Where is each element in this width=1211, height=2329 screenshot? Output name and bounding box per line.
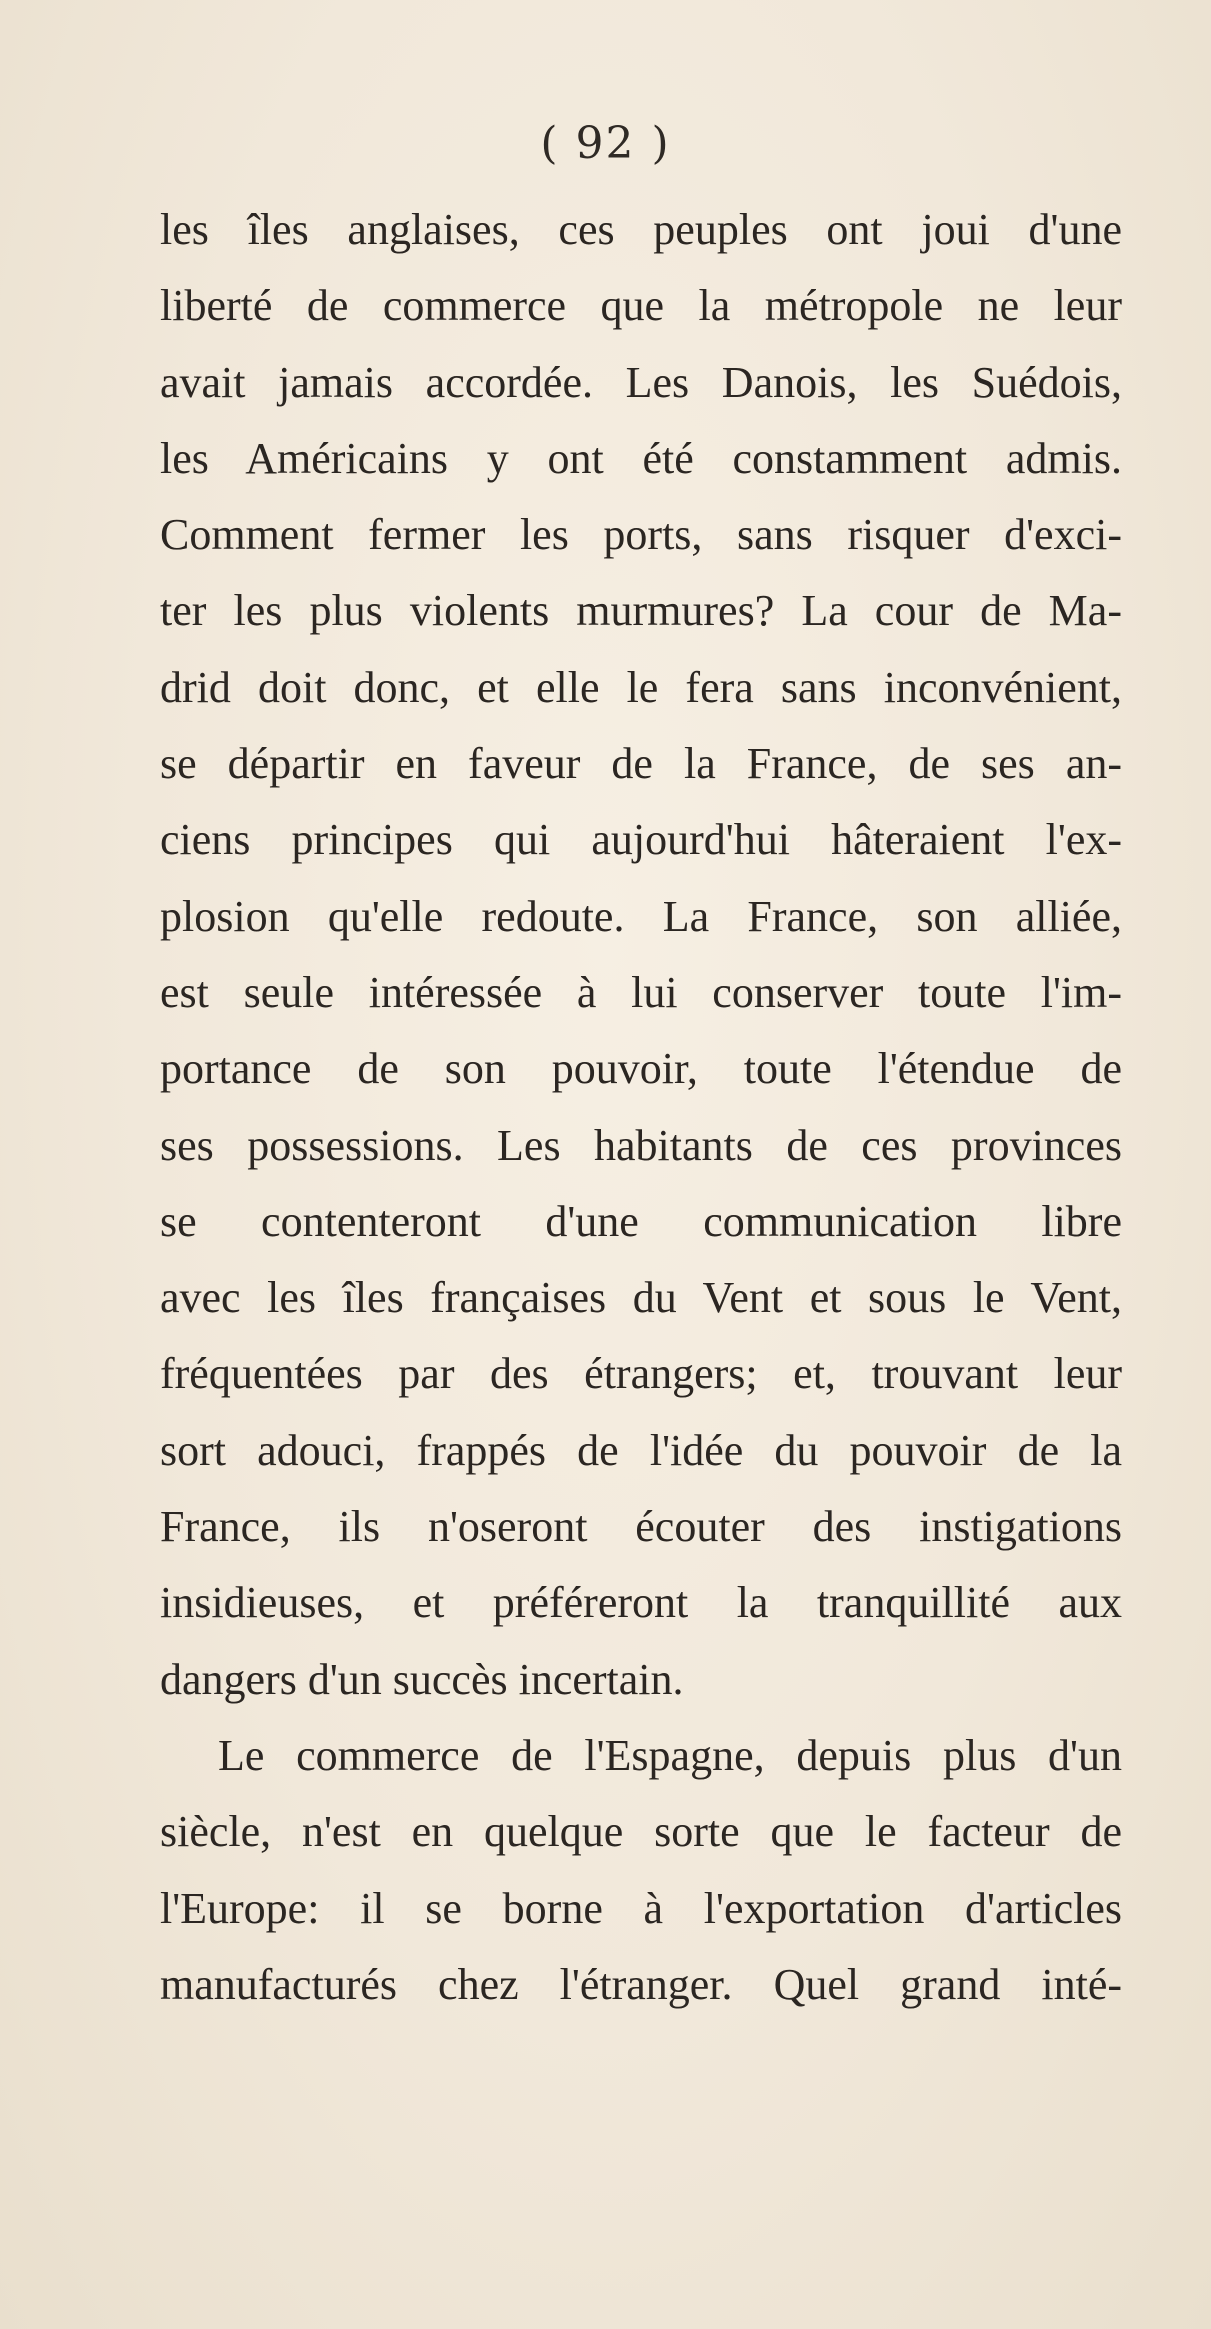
text-line: fréquentées par des étrangers; et, trouvant leur [160, 1349, 1122, 1399]
text-line: ses possessions. Les habitants de ces provinces [160, 1120, 1122, 1170]
page-body-text [160, 192, 1122, 2023]
text-line: siècle, n'est en quelque sorte que le facteur de [160, 1807, 1122, 1857]
text-line: avec les îles françaises du Vent et sous le Vent, [160, 1273, 1122, 1323]
text-line: est seule intéressée à lui conserver toute l'im- [160, 967, 1122, 1017]
page-number: ( 92 ) [540, 118, 671, 169]
text-line: dangers d'un succès incertain. [160, 1654, 684, 1704]
text-line: sort adouci, frappés de l'idée du pouvoir de la [160, 1425, 1122, 1475]
text-line: drid doit donc, et elle le fera sans inconvénient, [160, 662, 1122, 712]
text-line: liberté de commerce que la métropole ne leur [160, 281, 1122, 331]
text-line: ciens principes qui aujourd'hui hâteraient l'ex- [160, 815, 1122, 865]
text-line: Comment fermer les ports, sans risquer d'exci- [160, 510, 1122, 560]
text-line: manufacturés chez l'étranger. Quel grand inté- [160, 1959, 1122, 2009]
text-line: portance de son pouvoir, toute l'étendue de [160, 1044, 1122, 1094]
text-line: avait jamais accordée. Les Danois, les Suédois, [160, 357, 1122, 407]
text-line: ter les plus violents murmures? La cour de Ma- [160, 586, 1122, 636]
text-line: insidieuses, et préféreront la tranquillité aux [160, 1578, 1122, 1628]
text-line: les Américains y ont été constamment admis. [160, 433, 1122, 483]
text-line: plosion qu'elle redoute. La France, son alliée, [160, 891, 1122, 941]
text-line: se départir en faveur de la France, de ses an- [160, 739, 1122, 789]
text-line: les îles anglaises, ces peuples ont joui d'une [160, 205, 1122, 254]
text-line: Le commerce de l'Espagne, depuis plus d'un [218, 1730, 1122, 1780]
text-line: France, ils n'oseront écouter des instigations [160, 1502, 1122, 1552]
text-line: se contenteront d'une communication libre [160, 1196, 1122, 1246]
text-line: l'Europe: il se borne à l'exportation d'articles [160, 1883, 1122, 1933]
